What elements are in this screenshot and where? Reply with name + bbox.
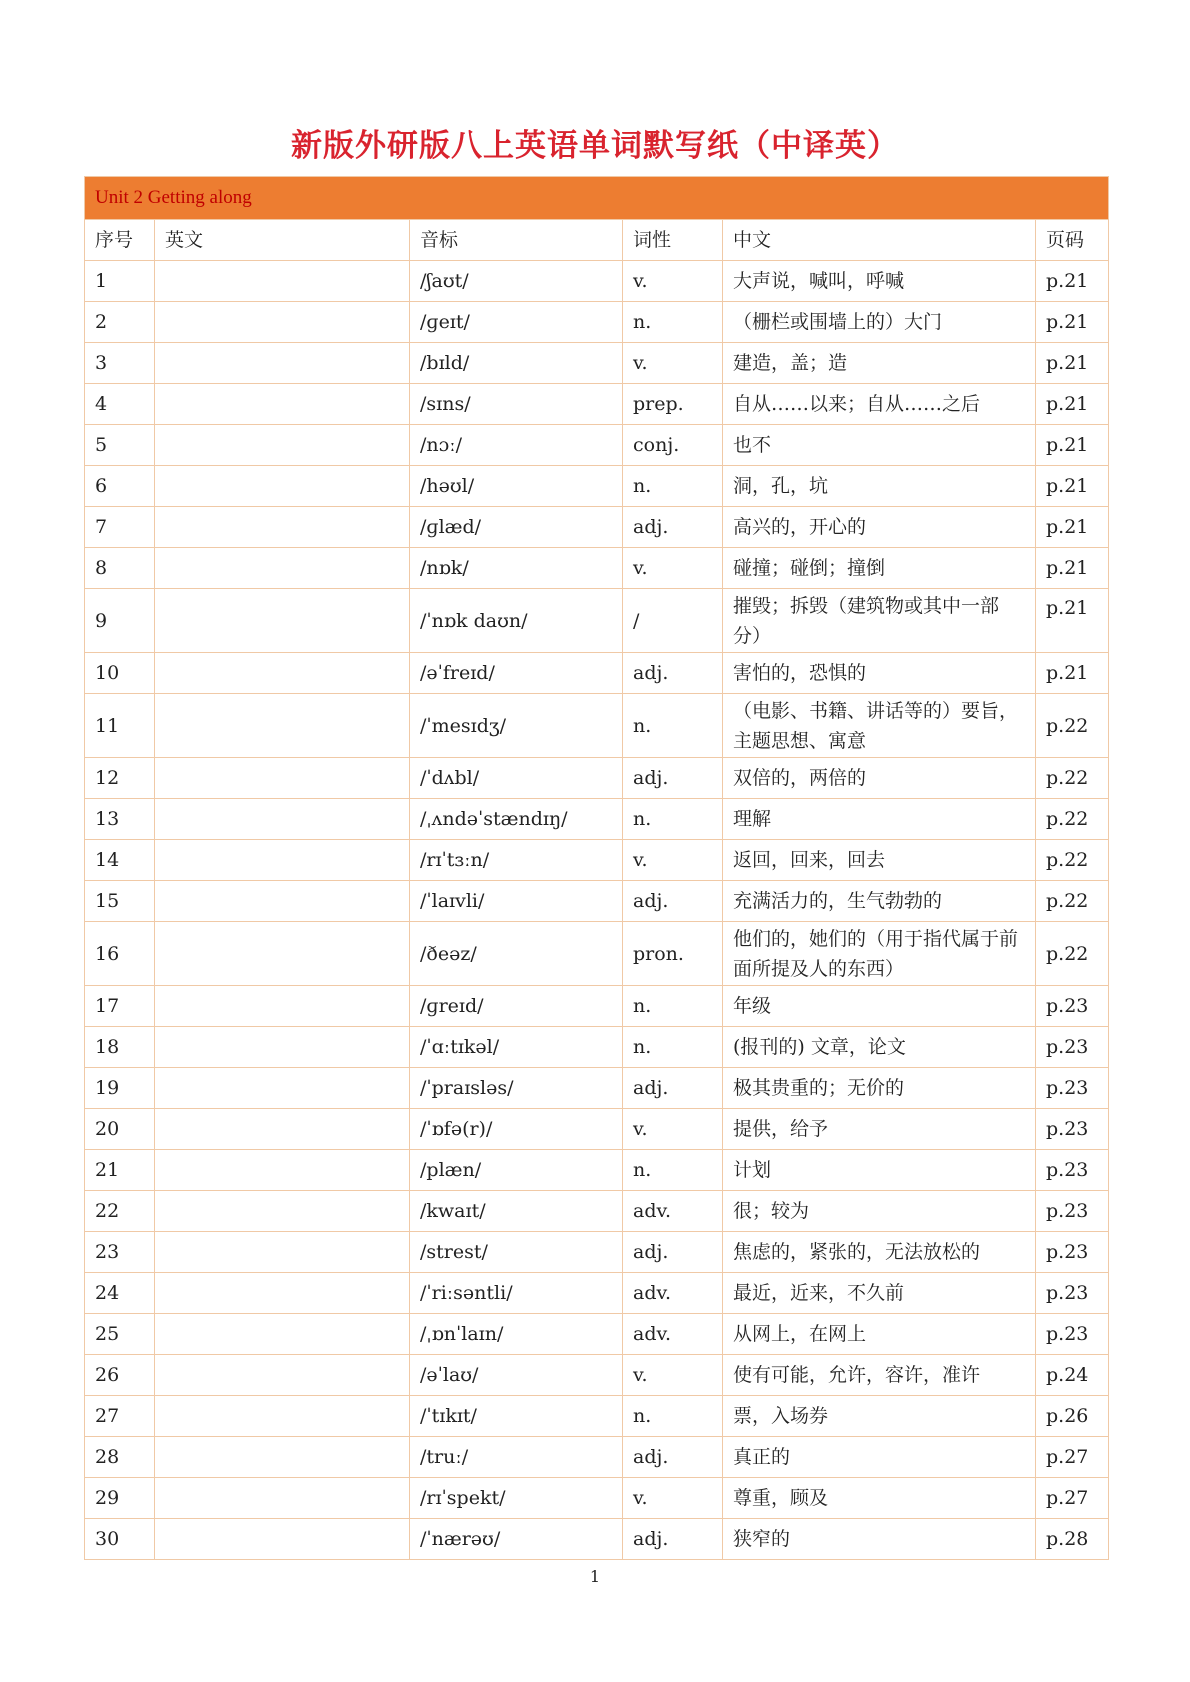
english-blank[interactable] [155, 881, 410, 922]
row-number: 10 [85, 653, 155, 694]
phonetic: /nɒk/ [410, 548, 623, 589]
page-ref: p.21 [1036, 384, 1109, 425]
phonetic: /ˈmesɪdʒ/ [410, 694, 623, 758]
part-of-speech: n. [623, 799, 723, 840]
chinese-meaning: 返回，回来，回去 [723, 840, 1036, 881]
part-of-speech: v. [623, 840, 723, 881]
page-ref: p.22 [1036, 694, 1109, 758]
english-blank[interactable] [155, 1519, 410, 1560]
phonetic: /bɪld/ [410, 343, 623, 384]
page-ref: p.21 [1036, 466, 1109, 507]
row-number: 29 [85, 1478, 155, 1519]
english-blank[interactable] [155, 343, 410, 384]
english-blank[interactable] [155, 1150, 410, 1191]
phonetic: /rɪˈtɜːn/ [410, 840, 623, 881]
phonetic: /ɡlæd/ [410, 507, 623, 548]
chinese-meaning: 害怕的，恐惧的 [723, 653, 1036, 694]
column-header-phonetic: 音标 [410, 220, 623, 261]
english-blank[interactable] [155, 986, 410, 1027]
phonetic: /ˈnærəʊ/ [410, 1519, 623, 1560]
part-of-speech: n. [623, 1396, 723, 1437]
english-blank[interactable] [155, 1478, 410, 1519]
english-blank[interactable] [155, 694, 410, 758]
part-of-speech: prep. [623, 384, 723, 425]
page-ref: p.23 [1036, 1314, 1109, 1355]
chinese-meaning: 年级 [723, 986, 1036, 1027]
row-number: 16 [85, 922, 155, 986]
part-of-speech: / [623, 589, 723, 653]
row-number: 26 [85, 1355, 155, 1396]
english-blank[interactable] [155, 1396, 410, 1437]
phonetic: /ˈdʌbl/ [410, 758, 623, 799]
row-number: 2 [85, 302, 155, 343]
chinese-meaning: 充满活力的，生气勃勃的 [723, 881, 1036, 922]
page-ref: p.21 [1036, 653, 1109, 694]
row-number: 4 [85, 384, 155, 425]
english-blank[interactable] [155, 1109, 410, 1150]
page-ref: p.23 [1036, 1109, 1109, 1150]
table-row [85, 758, 1109, 799]
part-of-speech: adj. [623, 758, 723, 799]
table-row [85, 1109, 1109, 1150]
chinese-meaning: 极其贵重的；无价的 [723, 1068, 1036, 1109]
chinese-meaning: 很；较为 [723, 1191, 1036, 1232]
table-row [85, 425, 1109, 466]
row-number: 22 [85, 1191, 155, 1232]
phonetic: /əˈfreɪd/ [410, 653, 623, 694]
english-blank[interactable] [155, 1191, 410, 1232]
column-header-page: 页码 [1036, 220, 1109, 261]
row-number: 15 [85, 881, 155, 922]
part-of-speech: adj. [623, 507, 723, 548]
table-row [85, 261, 1109, 302]
page-ref: p.28 [1036, 1519, 1109, 1560]
row-number: 24 [85, 1273, 155, 1314]
row-number: 7 [85, 507, 155, 548]
unit-header-row [85, 177, 1109, 220]
chinese-meaning: 大声说，喊叫，呼喊 [723, 261, 1036, 302]
phonetic: /truː/ [410, 1437, 623, 1478]
english-blank[interactable] [155, 1273, 410, 1314]
table-row [85, 1437, 1109, 1478]
chinese-meaning: 提供，给予 [723, 1109, 1036, 1150]
table-row [85, 922, 1109, 986]
part-of-speech: adj. [623, 881, 723, 922]
part-of-speech: pron. [623, 922, 723, 986]
chinese-meaning: 建造，盖；造 [723, 343, 1036, 384]
table-row [85, 1355, 1109, 1396]
row-number: 1 [85, 261, 155, 302]
table-row [85, 1519, 1109, 1560]
english-blank[interactable] [155, 1355, 410, 1396]
phonetic: /ˈpraɪsləs/ [410, 1068, 623, 1109]
column-header-chinese: 中文 [723, 220, 1036, 261]
row-number: 28 [85, 1437, 155, 1478]
chinese-meaning: 他们的，她们的（用于指代属于前面所提及人的东西） [723, 922, 1036, 986]
part-of-speech: v. [623, 261, 723, 302]
table-row [85, 1027, 1109, 1068]
phonetic: /ˈtɪkɪt/ [410, 1396, 623, 1437]
page-ref: p.21 [1036, 343, 1109, 384]
phonetic: /ʃaʊt/ [410, 261, 623, 302]
page-ref: p.21 [1036, 302, 1109, 343]
part-of-speech: v. [623, 1109, 723, 1150]
row-number: 18 [85, 1027, 155, 1068]
phonetic: /rɪˈspekt/ [410, 1478, 623, 1519]
part-of-speech: v. [623, 548, 723, 589]
phonetic: /ˌʌndəˈstændɪŋ/ [410, 799, 623, 840]
part-of-speech: n. [623, 694, 723, 758]
table-row [85, 1068, 1109, 1109]
page-title: 新版外研版八上英语单词默写纸（中译英） [291, 128, 899, 164]
part-of-speech: adj. [623, 1068, 723, 1109]
table-row [85, 1232, 1109, 1273]
phonetic: /ˈriːsəntli/ [410, 1273, 623, 1314]
row-number: 23 [85, 1232, 155, 1273]
part-of-speech: adv. [623, 1191, 723, 1232]
column-header-pos: 词性 [623, 220, 723, 261]
phonetic: /ˈnɒk daʊn/ [410, 589, 623, 653]
table-row [85, 1191, 1109, 1232]
part-of-speech: adj. [623, 653, 723, 694]
table-row [85, 466, 1109, 507]
part-of-speech: v. [623, 343, 723, 384]
chinese-meaning: 狭窄的 [723, 1519, 1036, 1560]
row-number: 19 [85, 1068, 155, 1109]
chinese-meaning: 最近，近来，不久前 [723, 1273, 1036, 1314]
chinese-meaning: 票，入场券 [723, 1396, 1036, 1437]
chinese-meaning: （电影、书籍、讲话等的）要旨，主题思想、寓意 [723, 694, 1036, 758]
phonetic: /ˈɒfə(r)/ [410, 1109, 623, 1150]
page-ref: p.26 [1036, 1396, 1109, 1437]
row-number: 11 [85, 694, 155, 758]
english-blank[interactable] [155, 384, 410, 425]
phonetic: /nɔː/ [410, 425, 623, 466]
english-blank[interactable] [155, 1027, 410, 1068]
page-ref: p.22 [1036, 758, 1109, 799]
table-row [85, 343, 1109, 384]
phonetic: /kwaɪt/ [410, 1191, 623, 1232]
chinese-meaning: 理解 [723, 799, 1036, 840]
row-number: 9 [85, 589, 155, 653]
chinese-meaning: 使有可能，允许，容许，准许 [723, 1355, 1036, 1396]
english-blank[interactable] [155, 922, 410, 986]
english-blank[interactable] [155, 1437, 410, 1478]
chinese-meaning: 双倍的，两倍的 [723, 758, 1036, 799]
part-of-speech: adj. [623, 1437, 723, 1478]
chinese-meaning: 也不 [723, 425, 1036, 466]
english-blank[interactable] [155, 466, 410, 507]
table-row [85, 1314, 1109, 1355]
page-ref: p.24 [1036, 1355, 1109, 1396]
phonetic: /ˌɒnˈlaɪn/ [410, 1314, 623, 1355]
row-number: 27 [85, 1396, 155, 1437]
table-row [85, 881, 1109, 922]
part-of-speech: v. [623, 1478, 723, 1519]
table-row [85, 694, 1109, 758]
column-header-no: 序号 [85, 220, 155, 261]
part-of-speech: adv. [623, 1314, 723, 1355]
row-number: 30 [85, 1519, 155, 1560]
part-of-speech: n. [623, 986, 723, 1027]
phonetic: /plæn/ [410, 1150, 623, 1191]
row-number: 14 [85, 840, 155, 881]
page-ref: p.21 [1036, 261, 1109, 302]
chinese-meaning: 真正的 [723, 1437, 1036, 1478]
row-number: 25 [85, 1314, 155, 1355]
page-ref: p.21 [1036, 425, 1109, 466]
page-ref: p.23 [1036, 1232, 1109, 1273]
english-blank[interactable] [155, 425, 410, 466]
table-row [85, 302, 1109, 343]
chinese-meaning: 自从……以来；自从……之后 [723, 384, 1036, 425]
row-number: 5 [85, 425, 155, 466]
row-number: 8 [85, 548, 155, 589]
phonetic: /sɪns/ [410, 384, 623, 425]
page-ref: p.21 [1036, 507, 1109, 548]
phonetic: /ðeəz/ [410, 922, 623, 986]
page-ref: p.27 [1036, 1478, 1109, 1519]
page-ref: p.23 [1036, 1273, 1109, 1314]
table-row [85, 1273, 1109, 1314]
phonetic: /həʊl/ [410, 466, 623, 507]
chinese-meaning: （栅栏或围墙上的）大门 [723, 302, 1036, 343]
table-row [85, 840, 1109, 881]
table-row [85, 1150, 1109, 1191]
english-blank[interactable] [155, 548, 410, 589]
table-row [85, 653, 1109, 694]
page-ref: p.22 [1036, 799, 1109, 840]
unit-header: Unit 2 Getting along [85, 177, 1109, 220]
page-ref: p.23 [1036, 986, 1109, 1027]
part-of-speech: adj. [623, 1519, 723, 1560]
chinese-meaning: 尊重，顾及 [723, 1478, 1036, 1519]
column-header-row [85, 220, 1109, 261]
chinese-meaning: 从网上，在网上 [723, 1314, 1036, 1355]
table-row [85, 384, 1109, 425]
english-blank[interactable] [155, 302, 410, 343]
phonetic: /ˈɑːtɪkəl/ [410, 1027, 623, 1068]
page-ref: p.23 [1036, 1150, 1109, 1191]
part-of-speech: adv. [623, 1273, 723, 1314]
table-row [85, 589, 1109, 653]
english-blank[interactable] [155, 840, 410, 881]
chinese-meaning: 计划 [723, 1150, 1036, 1191]
phonetic: /ɡeɪt/ [410, 302, 623, 343]
phonetic: /ɡreɪd/ [410, 986, 623, 1027]
english-blank[interactable] [155, 507, 410, 548]
table-row [85, 986, 1109, 1027]
page-ref: p.27 [1036, 1437, 1109, 1478]
english-blank[interactable] [155, 1068, 410, 1109]
part-of-speech: v. [623, 1355, 723, 1396]
chinese-meaning: 高兴的，开心的 [723, 507, 1036, 548]
english-blank[interactable] [155, 1314, 410, 1355]
table-row [85, 1478, 1109, 1519]
page-ref: p.23 [1036, 1191, 1109, 1232]
page-ref: p.23 [1036, 1068, 1109, 1109]
phonetic: /strest/ [410, 1232, 623, 1273]
column-header-english: 英文 [155, 220, 410, 261]
page-number: 1 [589, 1567, 601, 1586]
english-blank[interactable] [155, 653, 410, 694]
row-number: 20 [85, 1109, 155, 1150]
part-of-speech: conj. [623, 425, 723, 466]
chinese-meaning: 碰撞；碰倒；撞倒 [723, 548, 1036, 589]
part-of-speech: n. [623, 1027, 723, 1068]
chinese-meaning: 洞，孔，坑 [723, 466, 1036, 507]
row-number: 3 [85, 343, 155, 384]
page-ref: p.23 [1036, 1027, 1109, 1068]
phonetic: /ˈlaɪvli/ [410, 881, 623, 922]
page-ref: p.21 [1036, 548, 1109, 589]
english-blank[interactable] [155, 799, 410, 840]
table-row [85, 1396, 1109, 1437]
page-ref: p.22 [1036, 881, 1109, 922]
table-row [85, 548, 1109, 589]
english-blank[interactable] [155, 758, 410, 799]
vocabulary-table [84, 176, 1109, 1560]
row-number: 13 [85, 799, 155, 840]
english-blank[interactable] [155, 261, 410, 302]
page-ref: p.22 [1036, 922, 1109, 986]
chinese-meaning: (报刊的) 文章，论文 [723, 1027, 1036, 1068]
row-number: 12 [85, 758, 155, 799]
chinese-meaning: 焦虑的，紧张的，无法放松的 [723, 1232, 1036, 1273]
english-blank[interactable] [155, 589, 410, 653]
english-blank[interactable] [155, 1232, 410, 1273]
page-ref: p.21 [1036, 589, 1109, 653]
part-of-speech: n. [623, 302, 723, 343]
row-number: 6 [85, 466, 155, 507]
phonetic: /əˈlaʊ/ [410, 1355, 623, 1396]
row-number: 21 [85, 1150, 155, 1191]
table-row [85, 507, 1109, 548]
part-of-speech: adj. [623, 1232, 723, 1273]
chinese-meaning: 摧毁；拆毁（建筑物或其中一部分） [723, 589, 1036, 653]
part-of-speech: n. [623, 466, 723, 507]
table-row [85, 799, 1109, 840]
row-number: 17 [85, 986, 155, 1027]
page-ref: p.22 [1036, 840, 1109, 881]
part-of-speech: n. [623, 1150, 723, 1191]
